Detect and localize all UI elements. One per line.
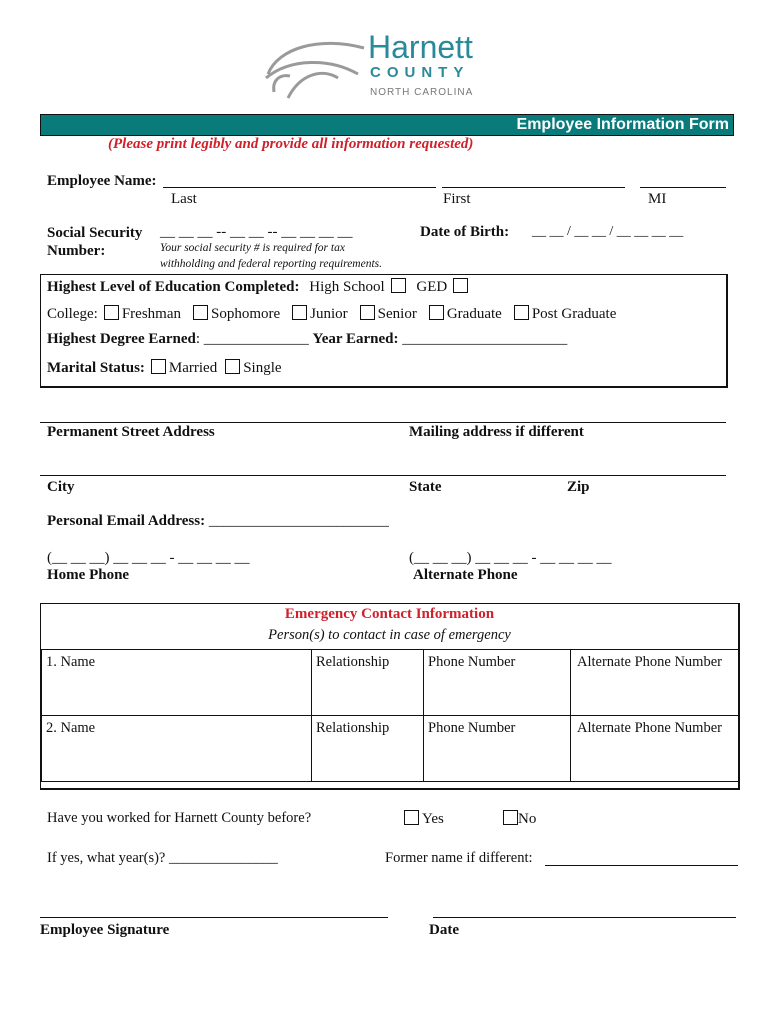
permanent-address-label: Permanent Street Address bbox=[47, 424, 215, 440]
home-phone-label: Home Phone bbox=[47, 567, 130, 583]
degree-label: Highest Degree Earned bbox=[47, 331, 196, 347]
marital-label: Marital Status: bbox=[47, 360, 145, 376]
year-earned-label: Year Earned: bbox=[312, 331, 399, 347]
contact-1-relationship-cell[interactable]: Relationship bbox=[312, 650, 424, 716]
single-checkbox[interactable] bbox=[225, 359, 240, 374]
logo-emblem-icon bbox=[260, 34, 372, 104]
ssn-note-line2: withholding and federal reporting requirements. bbox=[160, 258, 382, 270]
contact-2-alt-phone-cell[interactable]: Alternate Phone Number bbox=[571, 716, 739, 782]
education-box bbox=[40, 274, 728, 388]
table-row bbox=[42, 716, 739, 782]
degree-field[interactable]: : ______________ bbox=[195, 331, 309, 347]
zip-label: Zip bbox=[567, 479, 590, 495]
ssn-label-line2: Number: bbox=[47, 243, 106, 259]
senior-checkbox[interactable] bbox=[360, 305, 375, 320]
employee-signature-label: Employee Signature bbox=[40, 922, 170, 938]
city-label: City bbox=[47, 479, 75, 495]
email-field[interactable]: ________________________ bbox=[208, 513, 389, 529]
post-graduate-label: Post Graduate bbox=[531, 306, 617, 322]
state-label: State bbox=[409, 479, 442, 495]
ged-checkbox[interactable] bbox=[453, 278, 468, 293]
ssn-label-line1: Social Security bbox=[47, 225, 143, 241]
county-logo bbox=[260, 30, 475, 108]
ssn-label bbox=[47, 224, 142, 260]
logo-state: NORTH CAROLINA bbox=[370, 87, 474, 98]
alternate-phone-label: Alternate Phone bbox=[413, 567, 518, 583]
alternate-phone-field[interactable]: (__ __ __) __ __ __ - __ __ __ __ bbox=[409, 550, 612, 566]
former-name-label: Former name if different: bbox=[385, 850, 533, 866]
sophomore-label: Sophomore bbox=[211, 306, 281, 322]
no-option[interactable] bbox=[503, 810, 536, 828]
logo-name: Harnett bbox=[368, 29, 473, 65]
married-checkbox[interactable] bbox=[151, 359, 166, 374]
first-name-caption: First bbox=[443, 191, 471, 207]
post-graduate-checkbox[interactable] bbox=[514, 305, 529, 320]
years-worked-field[interactable]: If yes, what year(s)? _______________ bbox=[47, 850, 278, 866]
employee-name-label: Employee Name: bbox=[47, 173, 157, 189]
no-checkbox[interactable] bbox=[503, 810, 518, 825]
option-label: GED bbox=[416, 279, 448, 295]
logo-county: COUNTY bbox=[370, 64, 470, 81]
freshman-checkbox[interactable] bbox=[104, 305, 119, 320]
signature-line[interactable] bbox=[40, 917, 388, 918]
city-line[interactable] bbox=[40, 475, 726, 476]
instructions: (Please print legibly and provide all information requested) bbox=[108, 136, 474, 152]
last-name-field[interactable] bbox=[163, 187, 436, 188]
graduate-label: Graduate bbox=[446, 306, 502, 322]
senior-label: Senior bbox=[377, 306, 417, 322]
contact-2-relationship-cell[interactable]: Relationship bbox=[312, 716, 424, 782]
freshman-label: Freshman bbox=[121, 306, 181, 322]
option-label: High School bbox=[309, 279, 385, 295]
year-earned-field[interactable]: ______________________ bbox=[402, 331, 568, 347]
high-school-checkbox[interactable] bbox=[391, 278, 406, 293]
form-title: Employee Information Form bbox=[493, 115, 733, 135]
emergency-contact-table bbox=[41, 649, 739, 782]
college-label: College: bbox=[47, 306, 98, 322]
contact-1-name-cell[interactable]: 1. Name bbox=[42, 650, 312, 716]
dob-label: Date of Birth: bbox=[420, 224, 510, 240]
email-row bbox=[47, 513, 389, 530]
contact-1-phone-cell[interactable]: Phone Number bbox=[424, 650, 571, 716]
date-label: Date bbox=[429, 922, 459, 938]
marital-row bbox=[47, 359, 282, 377]
single-label: Single bbox=[243, 360, 282, 376]
junior-label: Junior bbox=[310, 306, 348, 322]
yes-option[interactable] bbox=[404, 810, 444, 828]
address-line[interactable] bbox=[40, 422, 726, 423]
home-phone-field[interactable]: (__ __ __) __ __ __ - __ __ __ __ bbox=[47, 550, 250, 566]
college-row bbox=[47, 305, 616, 323]
emergency-title: Emergency Contact Information bbox=[284, 606, 495, 622]
education-row bbox=[47, 278, 471, 296]
degree-row bbox=[47, 331, 567, 348]
graduate-checkbox[interactable] bbox=[429, 305, 444, 320]
email-label: Personal Email Address: bbox=[47, 513, 206, 529]
form-banner bbox=[40, 114, 734, 136]
ssn-note-line1: Your social security # is required for tax bbox=[160, 242, 345, 254]
ssn-note bbox=[160, 240, 382, 272]
last-name-caption: Last bbox=[171, 191, 197, 207]
contact-2-phone-cell[interactable]: Phone Number bbox=[424, 716, 571, 782]
former-name-field[interactable] bbox=[545, 865, 738, 866]
mi-caption: MI bbox=[648, 191, 667, 207]
ssn-field[interactable]: __ __ __ -- __ __ -- __ __ __ __ bbox=[160, 224, 353, 240]
junior-checkbox[interactable] bbox=[292, 305, 307, 320]
option-ged[interactable] bbox=[416, 279, 471, 295]
prior-employment-question: Have you worked for Harnett County before? bbox=[47, 810, 312, 826]
married-label: Married bbox=[168, 360, 218, 376]
mi-field[interactable] bbox=[640, 187, 726, 188]
emergency-subtitle: Person(s) to contact in case of emergency bbox=[268, 627, 511, 643]
first-name-field[interactable] bbox=[442, 187, 625, 188]
date-line[interactable] bbox=[433, 917, 736, 918]
sophomore-checkbox[interactable] bbox=[193, 305, 208, 320]
dob-field[interactable]: __ __ / __ __ / __ __ __ __ bbox=[532, 224, 684, 239]
contact-2-name-cell[interactable]: 2. Name bbox=[42, 716, 312, 782]
no-label: No bbox=[518, 811, 537, 827]
yes-label: Yes bbox=[422, 811, 444, 827]
mailing-address-label: Mailing address if different bbox=[409, 424, 584, 440]
yes-checkbox[interactable] bbox=[404, 810, 419, 825]
contact-1-alt-phone-cell[interactable]: Alternate Phone Number bbox=[571, 650, 739, 716]
table-row bbox=[42, 650, 739, 716]
option-high-school[interactable] bbox=[309, 279, 408, 295]
education-label: Highest Level of Education Completed: bbox=[47, 279, 300, 295]
emergency-contact-section bbox=[40, 603, 740, 790]
